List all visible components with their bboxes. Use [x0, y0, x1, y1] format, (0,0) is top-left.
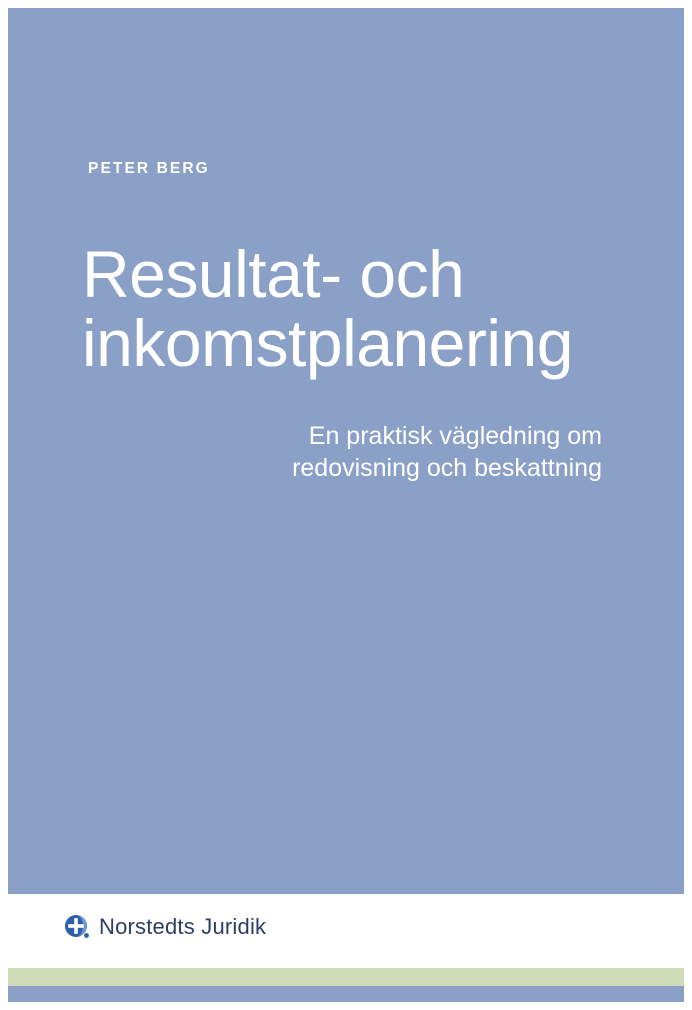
accent-stripe: [8, 968, 684, 986]
author-name: PETER BERG: [88, 160, 210, 177]
title-line-1: Resultat- och: [82, 237, 465, 311]
publisher-name: Norstedts Juridik: [99, 914, 267, 939]
title-line-2: inkomstplanering: [82, 305, 573, 380]
book-subtitle: [82, 420, 602, 484]
book-cover: [8, 8, 684, 1002]
bottom-edge: [8, 986, 684, 1002]
subtitle-line-2: redovisning och beskattning: [292, 454, 602, 482]
norstedts-globe-icon: [64, 914, 90, 940]
publisher: [64, 914, 266, 940]
book-title: [82, 237, 642, 380]
subtitle-line-1: En praktisk vägledning om: [308, 422, 602, 450]
